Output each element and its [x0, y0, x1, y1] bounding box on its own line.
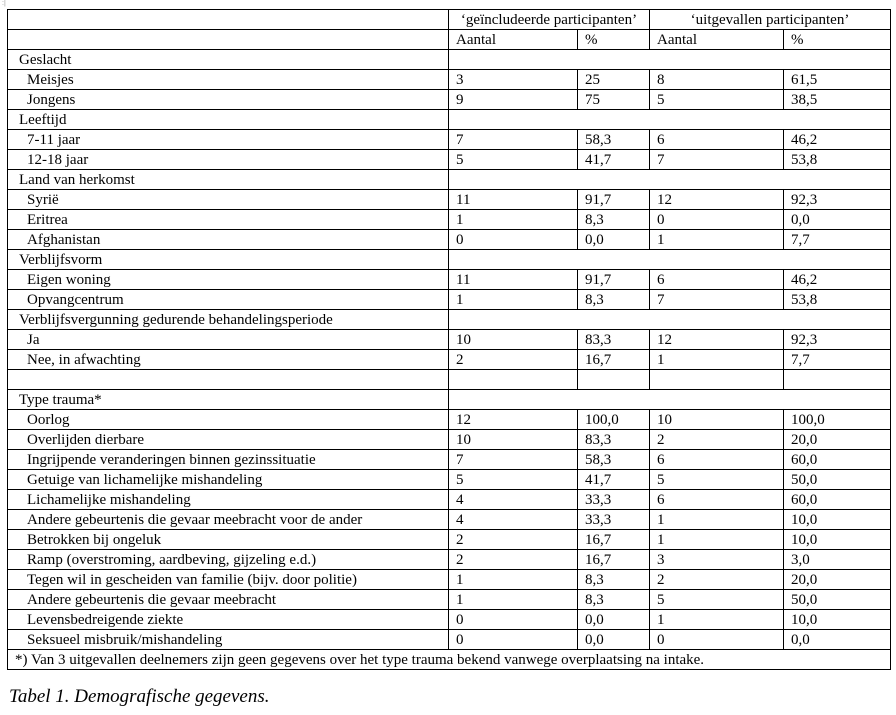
dropped-count: 1 — [650, 530, 784, 550]
included-count: 0 — [449, 610, 578, 630]
section-header-row — [8, 310, 891, 330]
included-pct: 91,7 — [578, 190, 650, 210]
dropped-count: 12 — [650, 330, 784, 350]
dropped-count: 1 — [650, 230, 784, 250]
dropped-count: 12 — [650, 190, 784, 210]
table-row — [8, 570, 891, 590]
included-pct: 91,7 — [578, 270, 650, 290]
included-count: 3 — [449, 70, 578, 90]
header-dropped-count: Aantal — [650, 30, 784, 50]
footnote: *) Van 3 uitgevallen deelnemers zijn geen gegevens over het type trauma bekend vanwege overplaatsing na intake. — [8, 650, 891, 670]
section-header-row — [8, 110, 891, 130]
header-dropped-pct: % — [784, 30, 891, 50]
section-header-row — [8, 50, 891, 70]
table-caption: Tabel 1. Demografische gegevens. — [9, 686, 270, 707]
dropped-pct: 46,2 — [784, 130, 891, 150]
included-count: 5 — [449, 470, 578, 490]
included-pct: 0,0 — [578, 630, 650, 650]
included-count: 11 — [449, 190, 578, 210]
section-header-row — [8, 250, 891, 270]
table-row — [8, 210, 891, 230]
dropped-count: 1 — [650, 350, 784, 370]
dropped-pct: 7,7 — [784, 230, 891, 250]
dropped-count: 7 — [650, 150, 784, 170]
dropped-pct: 50,0 — [784, 590, 891, 610]
table-row — [8, 470, 891, 490]
included-count: 4 — [449, 490, 578, 510]
dropped-pct: 50,0 — [784, 470, 891, 490]
table-row — [8, 190, 891, 210]
dropped-count: 2 — [650, 570, 784, 590]
section-header-row — [8, 170, 891, 190]
included-pct: 58,3 — [578, 450, 650, 470]
dropped-count: 0 — [650, 630, 784, 650]
included-count: 0 — [449, 630, 578, 650]
dropped-pct: 53,8 — [784, 150, 891, 170]
included-pct: 0,0 — [578, 610, 650, 630]
table-footer — [8, 650, 891, 670]
dropped-count: 6 — [650, 270, 784, 290]
included-count: 1 — [449, 290, 578, 310]
included-count: 2 — [449, 350, 578, 370]
section-value-span — [449, 170, 891, 190]
section-title: Verblijfsvorm — [8, 250, 449, 270]
section-value-span — [449, 310, 891, 330]
table-body — [8, 10, 891, 650]
row-label: 12-18 jaar — [8, 150, 449, 170]
section-title: Geslacht — [8, 50, 449, 70]
dropped-pct: 7,7 — [784, 350, 891, 370]
dropped-count: 7 — [650, 290, 784, 310]
included-pct: 16,7 — [578, 550, 650, 570]
included-count: 9 — [449, 90, 578, 110]
row-label: Oorlog — [8, 410, 449, 430]
included-count: 7 — [449, 450, 578, 470]
dropped-count: 2 — [650, 430, 784, 450]
row-label: Jongens — [8, 90, 449, 110]
table-row — [8, 490, 891, 510]
dropped-count: 5 — [650, 590, 784, 610]
row-label: Lichamelijke mishandeling — [8, 490, 449, 510]
table-row — [8, 270, 891, 290]
table-row — [8, 430, 891, 450]
section-value-span — [449, 250, 891, 270]
section-title: Type trauma* — [8, 390, 449, 410]
included-pct: 8,3 — [578, 210, 650, 230]
included-count: 1 — [449, 590, 578, 610]
included-count: 1 — [449, 210, 578, 230]
included-pct: 75 — [578, 90, 650, 110]
row-label: 7-11 jaar — [8, 130, 449, 150]
table-row — [8, 410, 891, 430]
table-row — [8, 550, 891, 570]
included-count: 11 — [449, 270, 578, 290]
table-row — [8, 150, 891, 170]
row-label: Syrië — [8, 190, 449, 210]
header-row-columns — [8, 30, 891, 50]
header-empty-cell — [8, 30, 449, 50]
header-row-groups — [8, 10, 891, 30]
dropped-pct: 92,3 — [784, 190, 891, 210]
table-row — [8, 510, 891, 530]
included-pct: 16,7 — [578, 530, 650, 550]
table-row — [8, 450, 891, 470]
blank-included-pct — [578, 370, 650, 390]
footnote-row — [8, 650, 891, 670]
section-value-span — [449, 50, 891, 70]
blank-included-count — [449, 370, 578, 390]
dropped-pct: 38,5 — [784, 90, 891, 110]
row-label: Ingrijpende veranderingen binnen gezinssituatie — [8, 450, 449, 470]
included-pct: 58,3 — [578, 130, 650, 150]
row-label: Andere gebeurtenis die gevaar meebracht voor de ander — [8, 510, 449, 530]
included-pct: 41,7 — [578, 470, 650, 490]
included-count: 7 — [449, 130, 578, 150]
dropped-count: 6 — [650, 450, 784, 470]
dropped-pct: 10,0 — [784, 530, 891, 550]
row-label: Eigen woning — [8, 270, 449, 290]
dropped-pct: 20,0 — [784, 430, 891, 450]
row-label: Ramp (overstroming, aardbeving, gijzeling e.d.) — [8, 550, 449, 570]
included-count: 5 — [449, 150, 578, 170]
included-pct: 41,7 — [578, 150, 650, 170]
table-row — [8, 290, 891, 310]
table-row — [8, 130, 891, 150]
header-included-pct: % — [578, 30, 650, 50]
dropped-count: 5 — [650, 90, 784, 110]
dropped-pct: 10,0 — [784, 510, 891, 530]
dropped-pct: 60,0 — [784, 450, 891, 470]
included-pct: 83,3 — [578, 330, 650, 350]
dropped-pct: 53,8 — [784, 290, 891, 310]
section-header-row — [8, 390, 891, 410]
included-pct: 0,0 — [578, 230, 650, 250]
section-title: Land van herkomst — [8, 170, 449, 190]
dropped-count: 8 — [650, 70, 784, 90]
header-group-dropped: ‘uitgevallen participanten’ — [650, 10, 891, 30]
row-label: Meisjes — [8, 70, 449, 90]
row-label: Opvangcentrum — [8, 290, 449, 310]
dropped-count: 1 — [650, 510, 784, 530]
row-label: Betrokken bij ongeluk — [8, 530, 449, 550]
included-count: 10 — [449, 330, 578, 350]
section-title: Leeftijd — [8, 110, 449, 130]
included-pct: 33,3 — [578, 490, 650, 510]
included-count: 4 — [449, 510, 578, 530]
included-count: 12 — [449, 410, 578, 430]
header-included-count: Aantal — [449, 30, 578, 50]
header-empty-cell — [8, 10, 449, 30]
included-count: 2 — [449, 530, 578, 550]
included-pct: 100,0 — [578, 410, 650, 430]
row-label: Levensbedreigende ziekte — [8, 610, 449, 630]
section-value-span — [449, 110, 891, 130]
section-value-span — [449, 390, 891, 410]
table-row — [8, 630, 891, 650]
table-row — [8, 350, 891, 370]
included-pct: 8,3 — [578, 290, 650, 310]
blank-dropped-count — [650, 370, 784, 390]
included-pct: 83,3 — [578, 430, 650, 450]
included-pct: 16,7 — [578, 350, 650, 370]
dropped-count: 10 — [650, 410, 784, 430]
dropped-pct: 46,2 — [784, 270, 891, 290]
row-label: Eritrea — [8, 210, 449, 230]
demographics-table — [7, 9, 891, 670]
row-label: Tegen wil in gescheiden van familie (bijv. door politie) — [8, 570, 449, 590]
dropped-count: 0 — [650, 210, 784, 230]
table-row — [8, 230, 891, 250]
row-label: Afghanistan — [8, 230, 449, 250]
blank-row — [8, 370, 891, 390]
dropped-count: 6 — [650, 490, 784, 510]
included-pct: 8,3 — [578, 570, 650, 590]
row-label: Seksueel misbruik/mishandeling — [8, 630, 449, 650]
section-title — [8, 370, 449, 390]
table-row — [8, 590, 891, 610]
dropped-count: 6 — [650, 130, 784, 150]
dropped-count: 3 — [650, 550, 784, 570]
dropped-pct: 100,0 — [784, 410, 891, 430]
dropped-pct: 60,0 — [784, 490, 891, 510]
dropped-pct: 20,0 — [784, 570, 891, 590]
dropped-pct: 0,0 — [784, 210, 891, 230]
dropped-pct: 10,0 — [784, 610, 891, 630]
included-pct: 25 — [578, 70, 650, 90]
included-pct: 8,3 — [578, 590, 650, 610]
row-label: Overlijden dierbare — [8, 430, 449, 450]
included-count: 1 — [449, 570, 578, 590]
header-group-included: ‘geïncludeerde participanten’ — [449, 10, 650, 30]
dropped-pct: 0,0 — [784, 630, 891, 650]
table-row — [8, 90, 891, 110]
included-count: 2 — [449, 550, 578, 570]
dropped-count: 5 — [650, 470, 784, 490]
included-count: 0 — [449, 230, 578, 250]
table-row — [8, 70, 891, 90]
dropped-pct: 61,5 — [784, 70, 891, 90]
row-label: Getuige van lichamelijke mishandeling — [8, 470, 449, 490]
corner-mark: :| — [2, 0, 6, 7]
dropped-pct: 92,3 — [784, 330, 891, 350]
table-row — [8, 330, 891, 350]
section-title: Verblijfsvergunning gedurende behandelingsperiode — [8, 310, 449, 330]
blank-dropped-pct — [784, 370, 891, 390]
table-row — [8, 530, 891, 550]
row-label: Ja — [8, 330, 449, 350]
included-pct: 33,3 — [578, 510, 650, 530]
dropped-pct: 3,0 — [784, 550, 891, 570]
table-row — [8, 610, 891, 630]
row-label: Nee, in afwachting — [8, 350, 449, 370]
dropped-count: 1 — [650, 610, 784, 630]
row-label: Andere gebeurtenis die gevaar meebracht — [8, 590, 449, 610]
included-count: 10 — [449, 430, 578, 450]
